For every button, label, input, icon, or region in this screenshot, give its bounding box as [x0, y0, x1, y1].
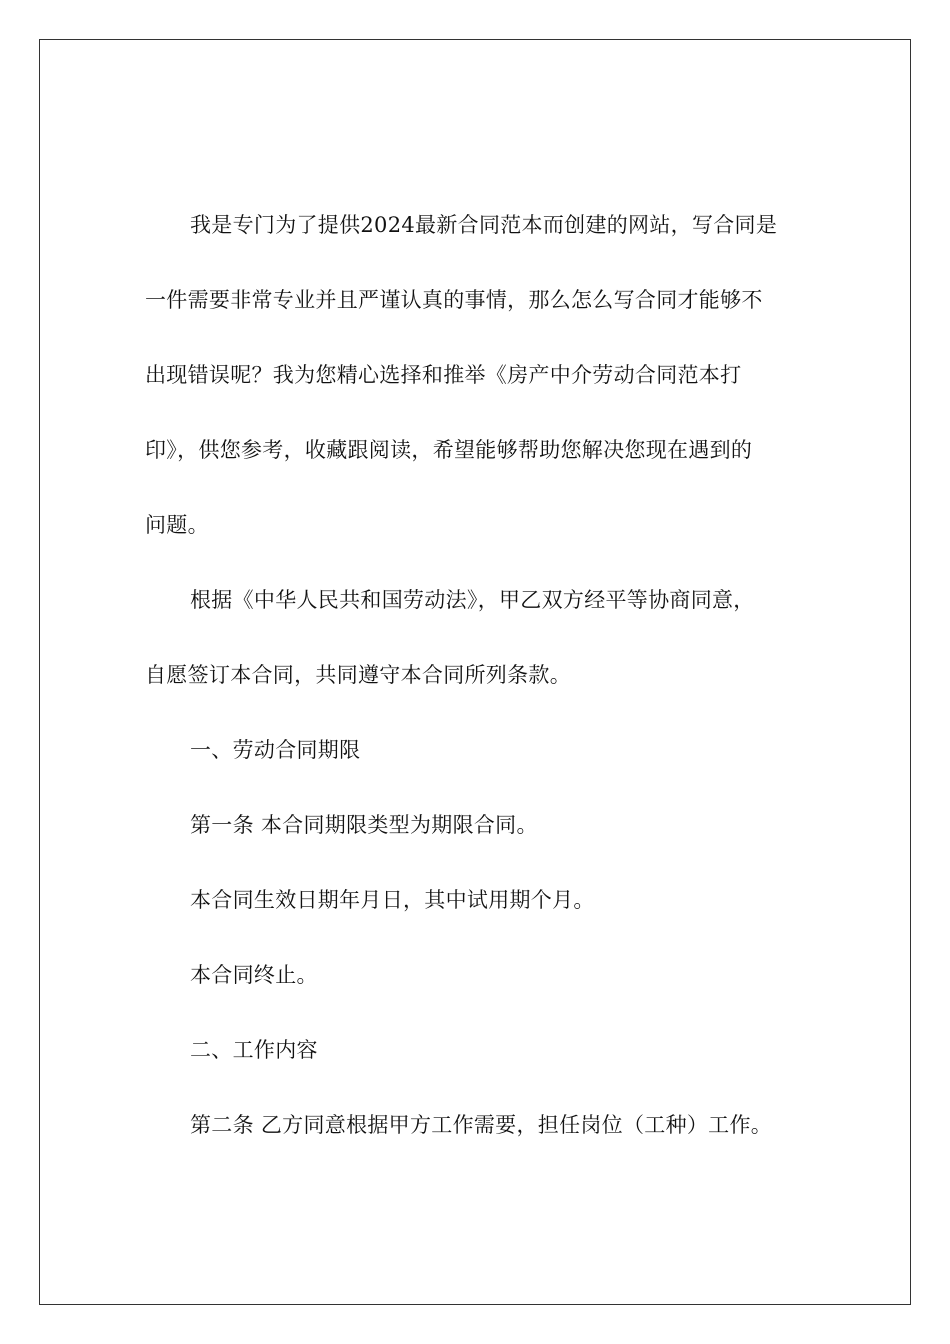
basis-line-2: 自愿签订本合同，共同遵守本合同所列条款。: [145, 663, 571, 687]
intro-line-1: 我是专门为了提供2024最新合同范本而创建的网站，写合同是: [190, 213, 778, 237]
intro-line-3: 出现错误呢？我为您精心选择和推举《房产中介劳动合同范本打: [145, 363, 742, 387]
section-2-heading: 二、工作内容: [190, 1038, 318, 1062]
intro-line-5: 问题。: [145, 513, 209, 537]
basis-line-1: 根据《中华人民共和国劳动法》，甲乙双方经平等协商同意，: [190, 588, 755, 612]
article-2: 第二条 乙方同意根据甲方工作需要，担任岗位（工种）工作。: [190, 1113, 773, 1137]
effective-date-clause: 本合同生效日期年月日，其中试用期个月。: [190, 888, 595, 912]
termination-clause: 本合同终止。: [190, 963, 318, 987]
article-1: 第一条 本合同期限类型为期限合同。: [190, 813, 538, 837]
section-1-heading: 一、劳动合同期限: [190, 738, 361, 762]
intro-line-4: 印》，供您参考，收藏跟阅读，希望能够帮助您解决您现在遇到的: [145, 438, 753, 462]
intro-line-2: 一件需要非常专业并且严谨认真的事情，那么怎么写合同才能够不: [145, 288, 763, 312]
